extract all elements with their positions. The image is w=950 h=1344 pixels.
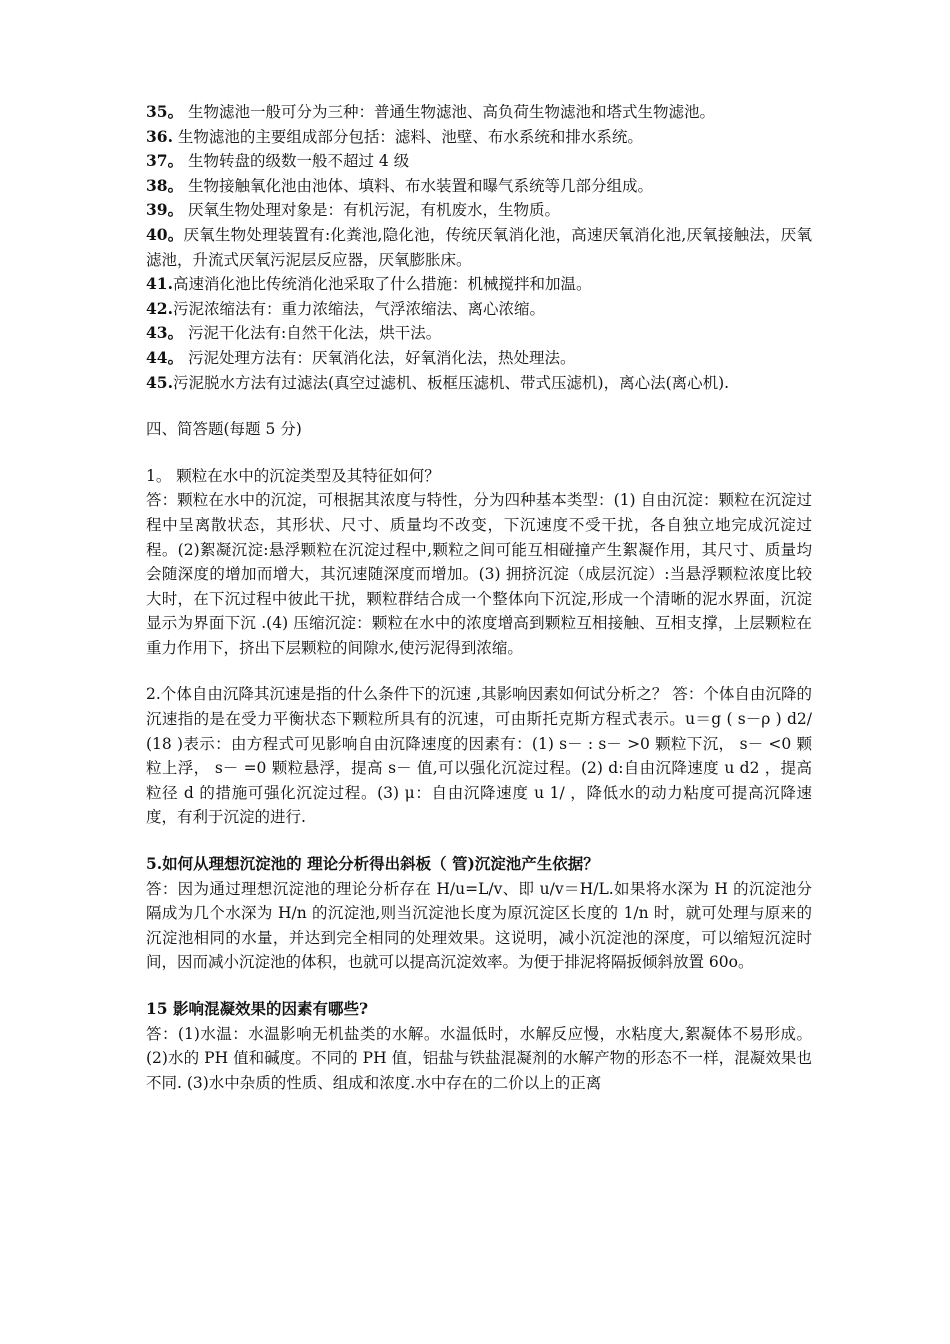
item-number: 44。 <box>146 347 184 367</box>
question-block <box>146 997 812 1095</box>
list-item <box>146 223 812 272</box>
item-text: 厌氧生物处理装置有:化粪池,隐化池，传统厌氧消化池，高速厌氧消化池,厌氧接触法，厌氧滤池，升流式厌氧污泥层反应器，厌氧膨胀床。 <box>146 225 812 269</box>
item-number: 39。 <box>146 200 184 220</box>
item-number: 35。 <box>146 102 184 121</box>
item-number: 43。 <box>146 323 184 343</box>
item-text: 生物接触氧化池由池体、填料、布水装置和曝气系统等几部分组成。 <box>183 176 654 195</box>
list-item <box>146 100 812 125</box>
item-text: 生物滤池的主要组成部分包括：滤料、池壁、布水系统和排水系统。 <box>172 127 643 146</box>
item-text: 污泥干化法有:自然干化法，烘干法。 <box>183 324 442 343</box>
item-number: 42. <box>146 298 173 318</box>
section-title: 四、简答题(每题 5 分) <box>146 420 302 439</box>
item-text: 污泥处理方法有：厌氧消化法，好氧消化法，热处理法。 <box>183 348 576 367</box>
item-number: 45. <box>146 372 173 392</box>
item-text: 污泥脱水方法有过滤法(真空过滤机、板框压滤机、带式压滤机)，离心法(离心机). <box>172 373 730 392</box>
question-block <box>146 682 812 830</box>
question-title: 15 影响混凝效果的因素有哪些? <box>146 999 369 1018</box>
item-text: 生物转盘的级数一般不超过 4 级 <box>183 152 410 171</box>
list-item <box>146 198 812 223</box>
list-item <box>146 346 812 371</box>
numbered-list <box>146 100 812 395</box>
item-number: 37。 <box>146 151 184 171</box>
question-title: 5.如何从理想沉淀池的 理论分析得出斜板（ 管)沉淀池产生依据？ <box>146 854 599 874</box>
list-item <box>146 174 812 199</box>
list-item <box>146 371 812 396</box>
list-item <box>146 272 812 297</box>
question-block <box>146 464 812 661</box>
question-title: 1。 颗粒在水中的沉淀类型及其特征如何？ <box>146 466 440 485</box>
question-block <box>146 852 812 975</box>
item-number: 36. <box>146 126 173 146</box>
question-answer: 答：(1)水温：水温影响无机盐类的水解。水温低时，水解反应慢，水粘度大,絮凝体不易形成。(2)水的 PH 值和碱度。不同的 PH 值，铝盐与铁盐混凝剂的水解产物的形态不一样，混凝效果也不同. (3)水中杂质的性质、组成和浓度.水中存在的二价以上的正离 <box>146 1024 812 1092</box>
list-item <box>146 125 812 150</box>
list-item <box>146 149 812 174</box>
item-number: 40。 <box>146 224 184 244</box>
list-item <box>146 321 812 346</box>
question-answer: 答：因为通过理想沉淀池的理论分析存在 H/u=L/v、即 u/v＝H/L.如果将水深为 H 的沉淀池分隔成为几个水深为 H/n 的沉淀池,则当沉淀池长度为原沉淀区长度的 1/n 时，就可处理与原来的沉淀池相同的水量，并达到完全相同的处理效果。这说明，减小沉淀池的深度，可以缩短沉淀时间，因而减小沉淀池的体积，也就可以提高沉淀效率。为便于排泥将隔扳倾斜放置 60o。 <box>146 879 812 972</box>
item-text: 污泥浓缩法有：重力浓缩法，气浮浓缩法、离心浓缩。 <box>172 299 545 318</box>
item-text: 厌氧生物处理对象是：有机污泥，有机废水，生物质。 <box>183 201 561 220</box>
item-number: 41. <box>146 274 173 294</box>
item-text: 高速消化池比传统消化池采取了什么措施：机械搅拌和加温。 <box>172 275 592 294</box>
list-item <box>146 297 812 322</box>
item-number: 38。 <box>146 175 184 195</box>
question-answer: 2.个体自由沉降其沉速是指的什么条件下的沉速 ,其影响因素如何试分析之？ 答：个体自由沉降的沉速指的是在受力平衡状态下颗粒所具有的沉速，可由斯托克斯方程式表示。u＝g ( s－ρ ) d2/ (18 )表示：由方程式可见影响自由沉降速度的因素有：(1) s－ : s－ >0 颗粒下沉， s－ <0 颗粒上浮， s－ =0 颗粒悬浮，提高 s－ 值,可以强化沉淀过程。(2) d:自由沉降速度 u d2 ，提高粒径 d 的措施可强化沉淀过程。(3) μ：自由沉降速度 u 1/ ，降低水的动力粘度可提高沉降速度，有利于沉淀的进行. <box>146 685 812 827</box>
item-text: 生物滤池一般可分为三种：普通生物滤池、高负荷生物滤池和塔式生物滤池。 <box>183 103 716 121</box>
document-page <box>146 100 812 1095</box>
question-answer: 答：颗粒在水中的沉淀，可根据其浓度与特性，分为四种基本类型：(1) 自由沉淀：颗粒在沉淀过程中呈离散状态，其形状、尺寸、质量均不改变，下沉速度不受干扰，各自独立地完成沉淀过程。(2)絮凝沉淀:悬浮颗粒在沉淀过程中,颗粒之间可能互相碰撞产生絮凝作用，其尺寸、质量均会随深度的增加而增大，其沉速随深度而增加。(3) 拥挤沉淀（成层沉淀）:当悬浮颗粒浓度比较大时，在下沉过程中彼此干扰，颗粒群结合成一个整体向下沉淀,形成一个清晰的泥水界面，沉淀显示为界面下沉 .(4) 压缩沉淀：颗粒在水中的浓度增高到颗粒互相接触、互相支撑，上层颗粒在重力作用下，挤出下层颗粒的间隙水,使污泥得到浓缩。 <box>146 491 812 657</box>
